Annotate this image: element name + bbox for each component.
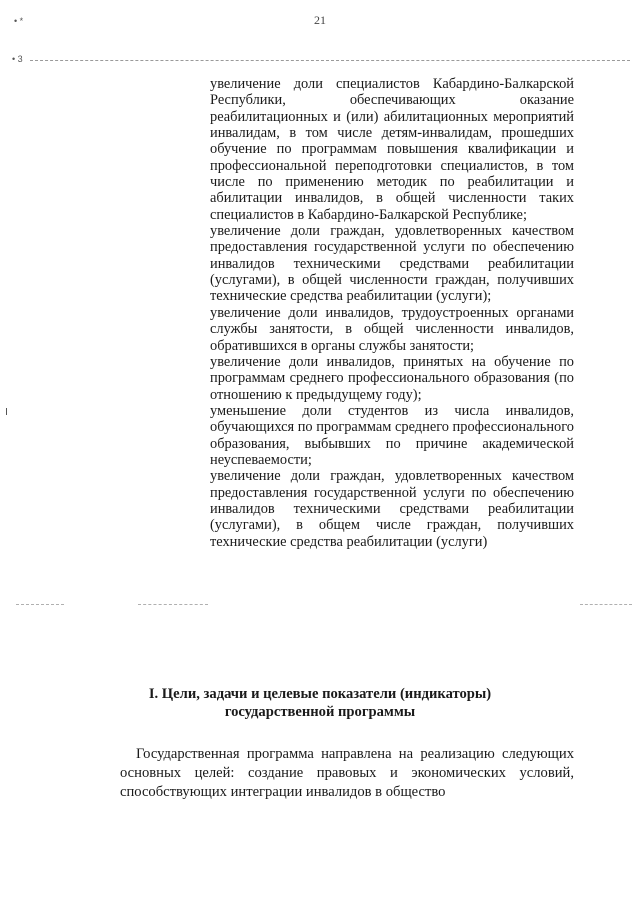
scan-mark-rule: • 3	[12, 54, 23, 64]
faint-dash-left	[16, 604, 64, 605]
section-heading-line-1: I. Цели, задачи и целевые показатели (индикаторы)	[148, 686, 492, 702]
faint-dash-mid	[138, 604, 208, 605]
section-intro-paragraph: Государственная программа направлена на реализацию следующих основных целей: создание правовых и экономических условий, способствующих интеграции инвалидов в общество	[120, 746, 574, 800]
list-item: увеличение доли специалистов Кабардино-Балкарской Республики, обеспечивающих оказание реабилитационных и (или) абилитационных мероприятий инвалидам, в том числе детям-инвалидам, прошедших обучение по программам повышения квалификации и профессиональной переподготовки специалистов, в том числе по применению методик по реабилитации и абилитации инвалидов, в общей численности таких специалистов в Кабардино-Балкарской Республике;	[210, 76, 574, 223]
page-number: 21	[314, 13, 326, 27]
left-edge-tick	[6, 408, 7, 415]
list-item: увеличение доли инвалидов, принятых на обучение по программам среднего профессионального образования (по отношению к предыдущему году);	[210, 353, 574, 403]
list-item: увеличение доли инвалидов, трудоустроенных органами службы занятости, в общей численности инвалидов, обратившихся в органы службы занятости;	[210, 304, 574, 354]
list-item: увеличение доли граждан, удовлетворенных качеством предоставления государственной услуги по обеспечению инвалидов техническими средствами реабилитации (услугами), в общем числе граждан, получивших технические средства реабилитации (услуги)	[210, 468, 574, 550]
list-item: уменьшение доли студентов из числа инвалидов, обучающихся по программам среднего профессионального образования, выбывших по причине академической неуспеваемости;	[210, 402, 574, 468]
top-rule	[30, 60, 630, 61]
list-item: увеличение доли граждан, удовлетворенных качеством предоставления государственной услуги по обеспечению инвалидов техническими средствами реабилитации (услугами), в общей численности граждан, получивших технические средства реабилитации (услуги);	[210, 223, 574, 305]
faint-dash-right	[580, 604, 632, 605]
section-heading-line-2: государственной программы	[224, 703, 416, 720]
scan-mark-top: • *	[14, 16, 24, 26]
indicator-list	[210, 76, 574, 550]
section-heading	[120, 686, 520, 721]
